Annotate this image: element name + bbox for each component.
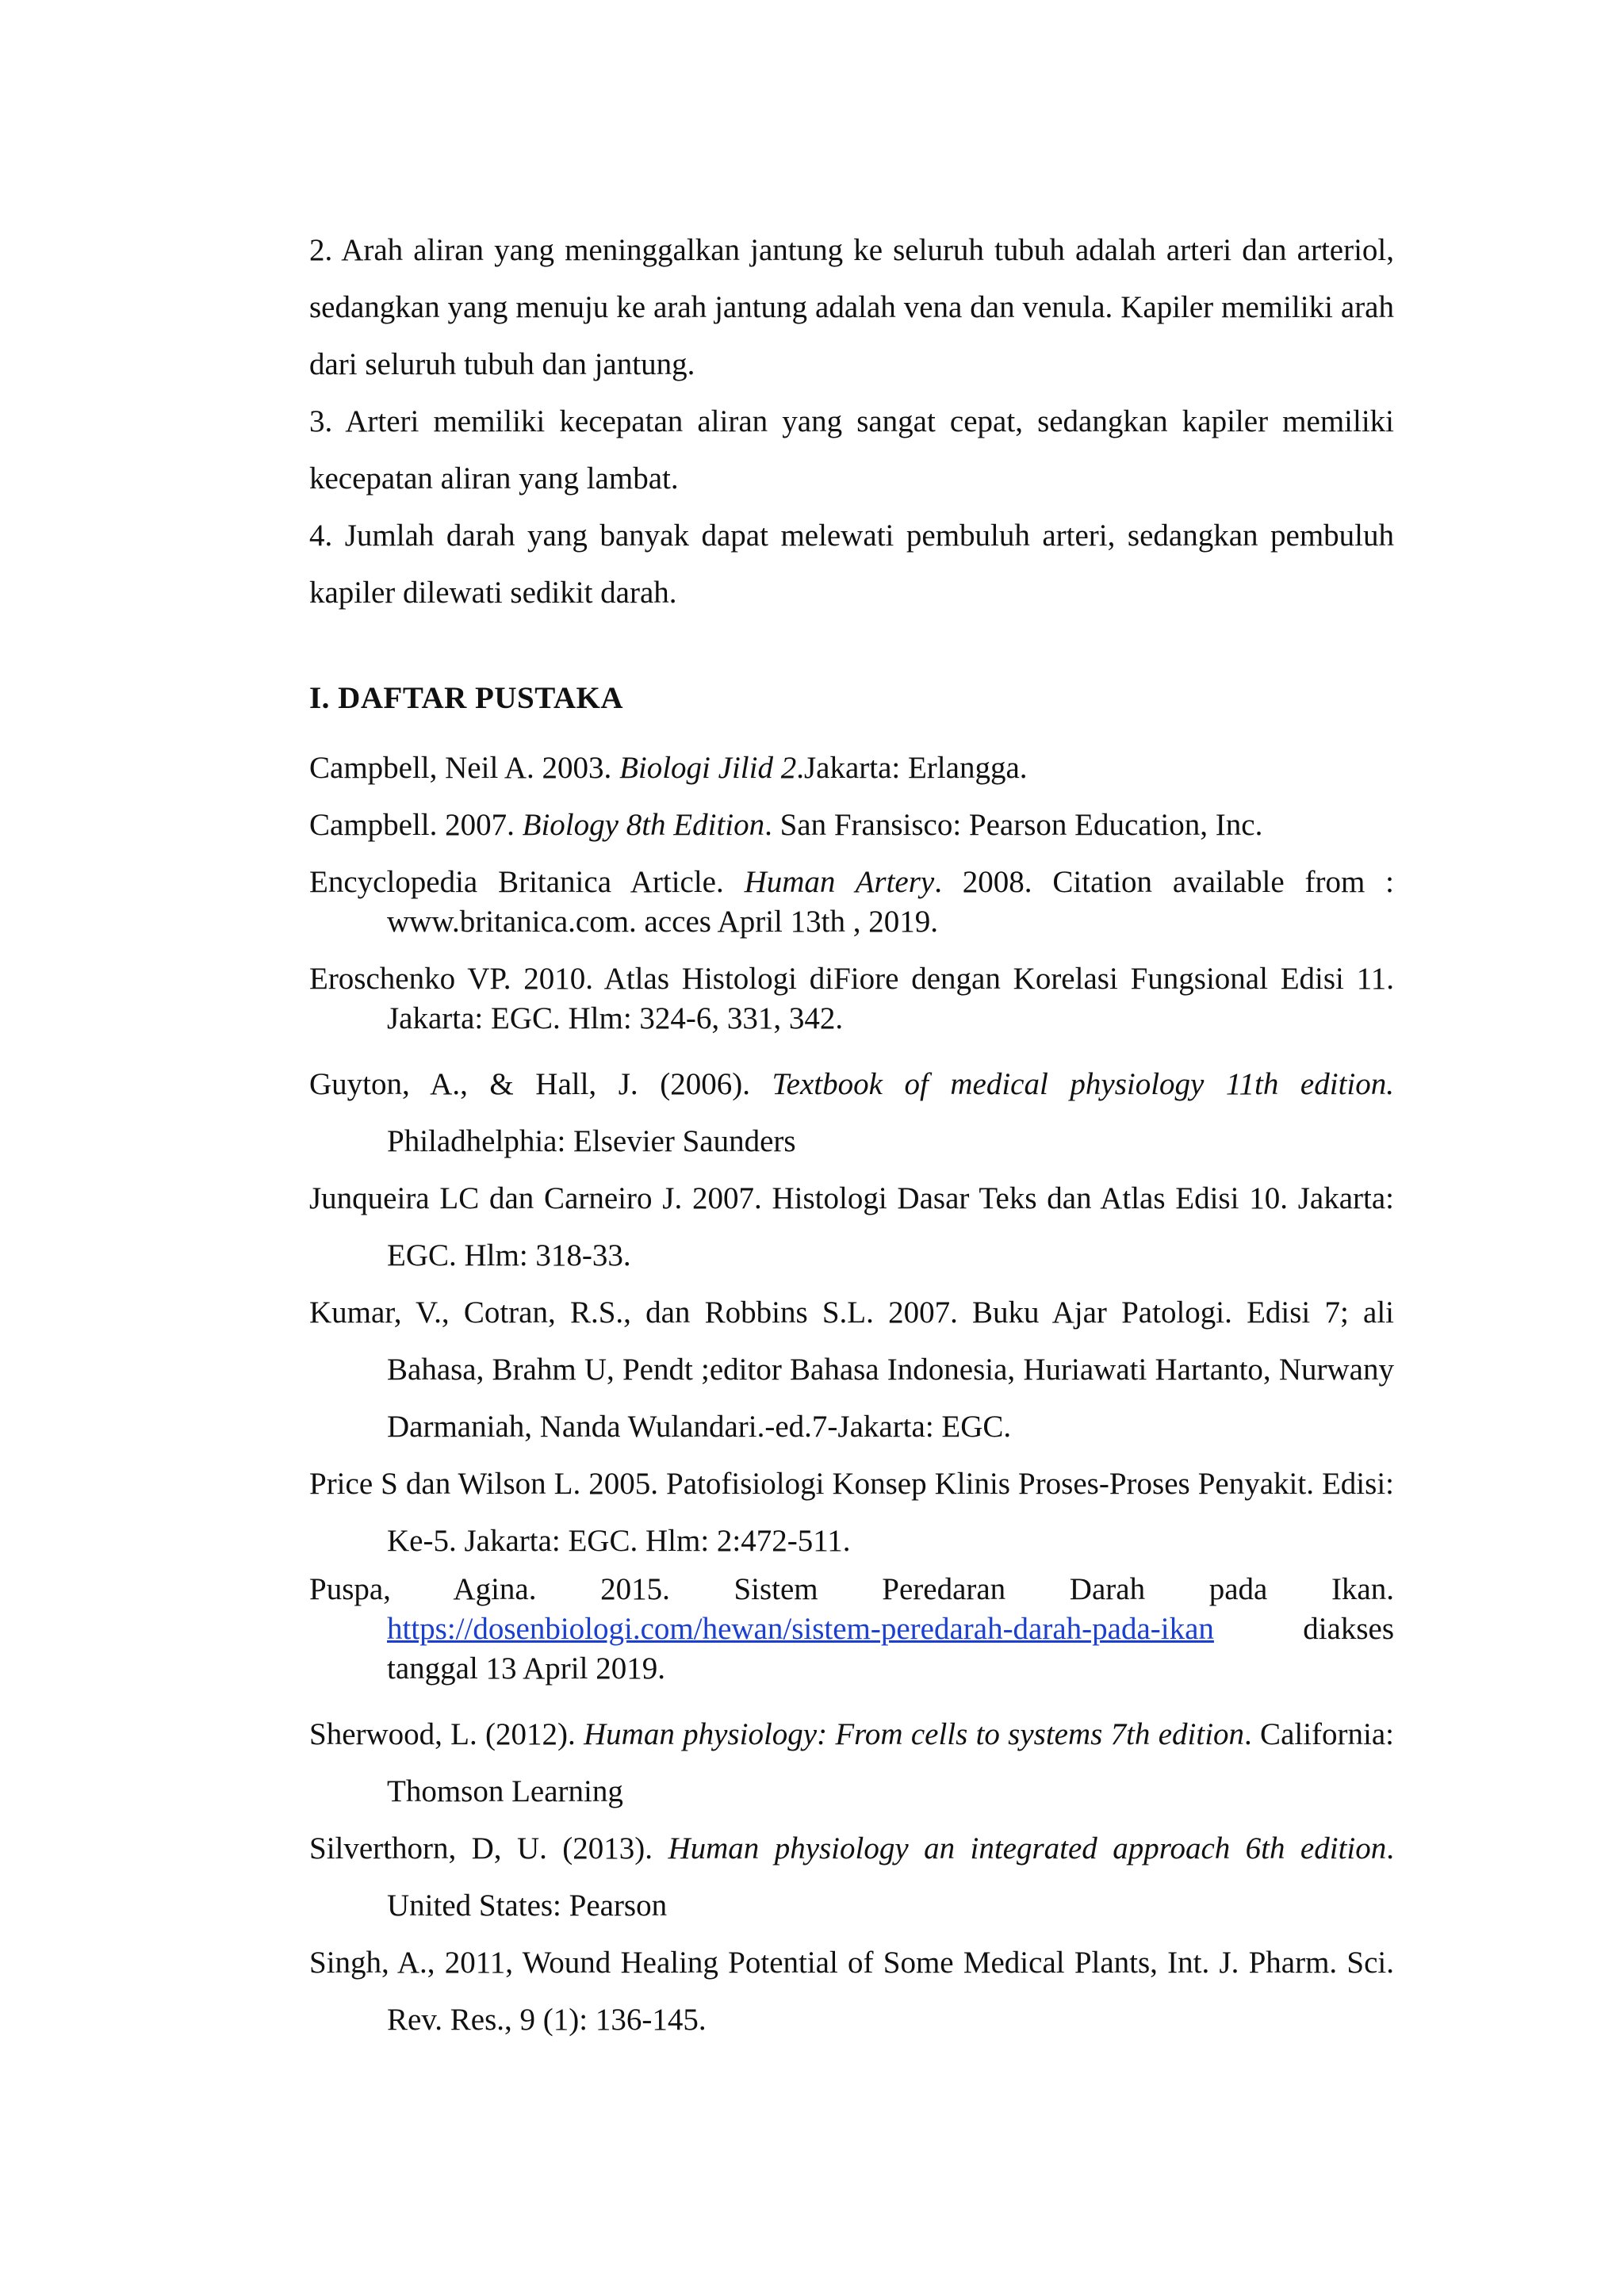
reference-text: Singh, A., 2011, Wound Healing Potential of Some Medical Plants, Int. J. Pharm. Sci. Rev. Res., 9 (1): 136-145. [309,1946,1394,2037]
reference-item [309,1934,1394,2049]
reference-text: .Jakarta: Erlangga. [796,751,1028,785]
reference-item [309,1820,1394,1934]
reference-item [309,1284,1394,1456]
reference-text: Philadhelphia: Elsevier Saunders [387,1124,796,1158]
reference-item [309,863,1394,942]
reference-text: Campbell, Neil A. 2003. [309,751,620,785]
reference-item [309,1570,1394,1689]
reference-title: Biologi Jilid 2 [619,751,797,785]
reference-text: . San Fransisco: Pearson Education, Inc. [764,808,1263,842]
reference-link[interactable]: https://dosenbiologi.com/hewan/sistem-peredarah-darah-pada-ikan [387,1612,1214,1646]
reference-text: Puspa, Agina. 2015. Sistem Peredaran Darah pada Ikan. [309,1572,1394,1606]
reference-text: Silverthorn, D, U. (2013). [309,1831,668,1866]
reference-item [309,806,1394,845]
reference-title: Human Artery [744,865,935,899]
reference-text: Eroschenko VP. 2010. Atlas Histologi diFiore dengan Korelasi Fungsional Edisi 11. Jakarta: EGC. Hlm: 324-6, 331, 342. [309,962,1394,1035]
reference-text: . United States: Pearson [387,1831,1394,1923]
reference-title: Human physiology: From cells to systems 7th edition [584,1717,1245,1751]
reference-text: Price S dan Wilson L. 2005. Patofisiologi Konsep Klinis Proses-Proses Penyakit. Edisi: Ke-5. Jakarta: EGC. Hlm: 2:472-511. [309,1467,1394,1558]
reference-item [309,1456,1394,1570]
reference-text: . 2008. Citation available from : www.britanica.com. acces April 13th , 2019. [387,865,1394,939]
reference-text: . California: Thomson Learning [387,1717,1395,1808]
reference-text: Kumar, V., Cotran, R.S., dan Robbins S.L. 2007. Buku Ajar Patologi. Edisi 7; ali Bahasa, Brahm U, Pendt ;editor Bahasa Indonesia, Huriawati Hartanto, Nurwany Darmaniah, Nanda Wulandari.-ed.7-Jakarta: EGC. [309,1295,1394,1444]
reference-text: Campbell. 2007. [309,808,523,842]
intro-paragraph: 2. Arah aliran yang meninggalkan jantung ke seluruh tubuh adalah arteri dan arteriol, sedangkan yang menuju ke arah jantung adalah vena dan venula. Kapiler memiliki arah dari seluruh tubuh dan jantung. [309,233,1394,381]
reference-title: Textbook of medical physiology 11th edition. [772,1067,1394,1101]
reference-title: Biology 8th Edition [522,808,765,842]
intro-section [309,222,1394,622]
reference-title: Human physiology an integrated approach 6th edition [668,1831,1387,1866]
reference-list [309,748,1394,2049]
reference-text: Guyton, A., & Hall, J. (2006). [309,1067,772,1101]
section-heading: I. DAFTAR PUSTAKA [309,681,623,715]
reference-item [309,1170,1394,1284]
reference-item [309,959,1394,1039]
reference-item [309,1056,1394,1170]
reference-text: Sherwood, L. (2012). [309,1717,584,1751]
reference-text: Encyclopedia Britanica Article. [309,865,745,899]
intro-paragraph: 4. Jumlah darah yang banyak dapat melewati pembuluh arteri, sedangkan pembuluh kapiler dilewati sedikit darah. [309,519,1394,610]
reference-text: diakses tanggal 13 April 2019. [387,1612,1394,1686]
reference-text: Junqueira LC dan Carneiro J. 2007. Histologi Dasar Teks dan Atlas Edisi 10. Jakarta: EGC. Hlm: 318-33. [309,1181,1394,1272]
intro-paragraph: 3. Arteri memiliki kecepatan aliran yang sangat cepat, sedangkan kapiler memiliki kecepatan aliran yang lambat. [309,404,1394,496]
reference-item [309,1706,1394,1820]
reference-item [309,748,1394,788]
